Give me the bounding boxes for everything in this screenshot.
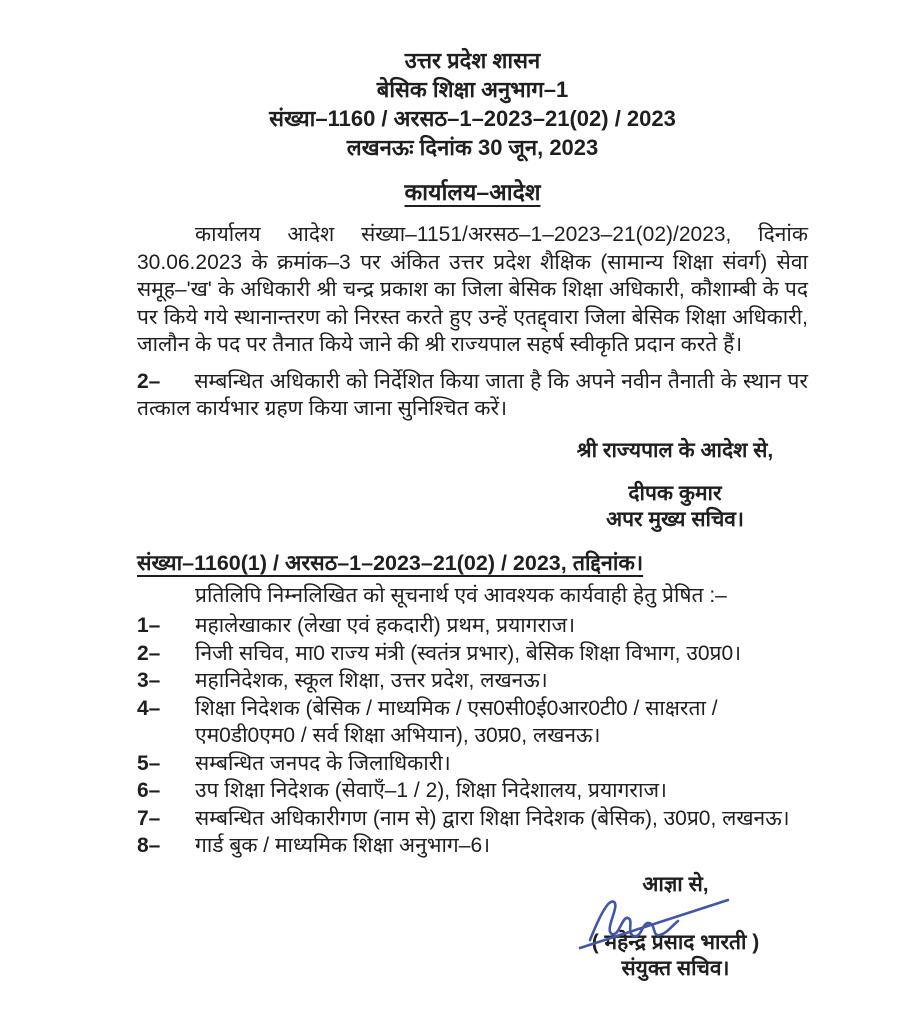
signature-space bbox=[558, 898, 793, 930]
signatory-designation: अपर मुख्य सचिव। bbox=[606, 507, 744, 531]
list-item-text: महालेखाकार (लेखा एवं हकदारी) प्रथम, प्रयागराज। bbox=[195, 614, 576, 637]
list-item-number: 6– bbox=[137, 779, 161, 802]
closing-signature-block bbox=[558, 872, 793, 982]
list-item bbox=[137, 640, 808, 668]
list-item-number: 1– bbox=[137, 614, 161, 637]
list-item-number: 7– bbox=[137, 806, 161, 830]
closing-signatory-name: ( महेन्द्र प्रसाद भारती ) bbox=[591, 930, 760, 954]
order-paragraph-2 bbox=[137, 368, 808, 423]
paragraph-2-number: 2– bbox=[137, 369, 161, 393]
list-item-number: 8– bbox=[137, 834, 161, 857]
signatory-name: दीपक कुमार bbox=[628, 481, 722, 505]
list-item-text: शिक्षा निदेशक (बेसिक / माध्यमिक / एस0सी0ई0आर0टी0 / साक्षरता / एम0डी0एम0 / सर्व शिक्षा अभियान), उ0प्र0, लखनऊ। bbox=[195, 696, 718, 747]
list-item-text: महानिदेशक, स्कूल शिक्षा, उत्तर प्रदेश, लखनऊ। bbox=[195, 669, 548, 692]
list-item-number: 5– bbox=[137, 751, 161, 775]
list-item bbox=[137, 667, 808, 695]
list-item-number: 3– bbox=[137, 669, 161, 692]
list-item bbox=[137, 612, 808, 640]
order-paragraph-1: कार्यालय आदेश संख्या–1151/अरसठ–1–2023–21(02)/2023, दिनांक 30.06.2023 के क्रमांक–3 पर अंकित उत्तर प्रदेश शैक्षिक (सामान्य शिक्षा संवर्ग) सेवा समूह–'ख' के अधिकारी श्री चन्द्र प्रकाश का जिला बेसिक शिक्षा अधिकारी, कौशाम्बी के पद पर किये गये स्थानान्तरण को निरस्त करते हुए उन्हें एतद्द्वारा जिला बेसिक शिक्षा अधिकारी, जालौन के पद पर तैनात किये जाने की श्री राज्यपाल सहर्ष स्वीकृति प्रदान करते हैं। bbox=[137, 223, 808, 356]
governor-order-signature-block bbox=[550, 438, 800, 533]
list-item-text: निजी सचिव, मा0 राज्य मंत्री (स्वतंत्र प्रभार), बेसिक शिक्षा विभाग, उ0प्र0। bbox=[195, 641, 742, 665]
header-letter-number: संख्या–1160 / अरसठ–1–2023–21(02) / 2023 bbox=[269, 106, 676, 131]
list-item bbox=[137, 750, 808, 778]
endorsement-reference-line: संख्या–1160(1) / अरसठ–1–2023–21(02) / 2023, तद्दिनांक। bbox=[137, 550, 644, 575]
list-item-number: 4– bbox=[137, 696, 161, 720]
copy-forwarded-line: प्रतिलिपि निम्नलिखित को सूचनार्थ एवं आवश्यक कार्यवाही हेतु प्रेषित :– bbox=[195, 583, 727, 607]
office-order-title: कार्यालय–आदेश bbox=[404, 179, 541, 205]
header-place-date: लखनऊः दिनांक 30 जून, 2023 bbox=[346, 135, 599, 160]
list-item bbox=[137, 832, 808, 860]
list-item-text: सम्बन्धित अधिकारीगण (नाम से) द्वारा शिक्षा निदेशक (बेसिक), उ0प्र0, लखनऊ। bbox=[195, 806, 790, 830]
closing-signatory-designation: संयुक्त सचिव। bbox=[621, 956, 730, 980]
list-item-text: सम्बन्धित जनपद के जिलाधिकारी। bbox=[195, 751, 451, 775]
list-item-text: गार्ड बुक / माध्यमिक शिक्षा अनुभाग–6। bbox=[195, 834, 491, 857]
paragraph-2-text: सम्बन्धित अधिकारी को निर्देशित किया जाता है कि अपने नवीन तैनाती के स्थान पर तत्काल कार्यभार ग्रहण किया जाना सुनिश्चित करें। bbox=[137, 369, 808, 420]
list-item bbox=[137, 805, 808, 833]
list-item-text: उप शिक्षा निदेशक (सेवाएँ–1 / 2), शिक्षा निदेशालय, प्रयागराज। bbox=[195, 779, 667, 802]
list-item bbox=[137, 777, 808, 805]
header-department-section: बेसिक शिक्षा अनुभाग–1 bbox=[376, 77, 569, 102]
list-item-number: 2– bbox=[137, 641, 161, 665]
closing-by-order: आज्ञा से, bbox=[642, 872, 709, 896]
header-government-name: उत्तर प्रदेश शासन bbox=[404, 48, 541, 73]
list-item bbox=[137, 695, 808, 750]
distribution-list bbox=[137, 612, 808, 860]
by-order-of-governor: श्री राज्यपाल के आदेश से, bbox=[576, 438, 774, 462]
